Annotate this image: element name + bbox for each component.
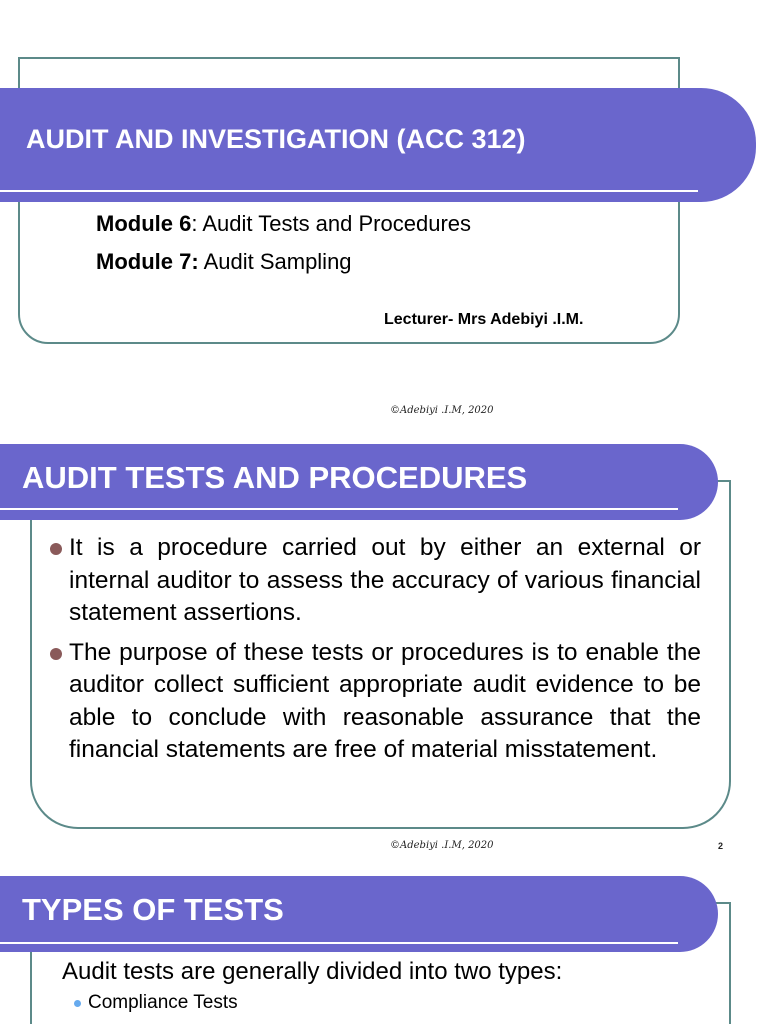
banner-rule — [0, 942, 678, 944]
copyright-footer: ©Adebiyi .I.M, 2020 — [390, 840, 494, 851]
module-7-label: Module 7: — [96, 249, 199, 274]
bullet-icon — [50, 648, 62, 660]
slide-title-text: AUDIT TESTS AND PROCEDURES — [22, 460, 528, 495]
module-7-line — [96, 249, 352, 275]
banner-rule — [0, 190, 698, 192]
bullet-text: It is a procedure carried out by either an external or internal auditor to assess the accuracy of various financial statement assertions. — [69, 534, 701, 626]
bullet-text: The purpose of these tests or procedures is to enable the auditor collect sufficient appropriate audit evidence to be able to conclude with reasonable assurance that the financial statements are free of material misstatement. — [69, 638, 701, 763]
bullet-icon — [74, 1000, 81, 1007]
slide-audit-tests — [0, 430, 768, 862]
list-item-text: Compliance Tests — [88, 992, 238, 1013]
lecturer-name: Lecturer- Mrs Adebiyi .I.M. — [384, 311, 584, 328]
slide-types-of-tests — [0, 862, 768, 1024]
slide-title-text: TYPES OF TESTS — [22, 892, 284, 927]
slide-title-text: AUDIT AND INVESTIGATION (ACC 312) — [26, 124, 526, 154]
page-number: 2 — [718, 841, 724, 851]
bullet-icon — [50, 543, 62, 555]
bullet-item — [50, 532, 701, 630]
intro-text: Audit tests are generally divided into two types: — [62, 958, 563, 985]
banner-rule — [0, 508, 678, 510]
bullet-item — [50, 637, 701, 767]
copyright-footer: ©Adebiyi .I.M, 2020 — [390, 405, 494, 416]
slide-title — [0, 0, 768, 430]
module-6-label: Module 6 — [96, 211, 192, 236]
module-6-text: Audit Tests and Procedures — [197, 211, 472, 236]
module-6-line — [96, 211, 471, 237]
bullet-list — [50, 532, 701, 774]
module-6-sep: : — [191, 211, 198, 236]
module-7-text: Audit Sampling — [198, 249, 352, 274]
list-item — [88, 992, 238, 1014]
